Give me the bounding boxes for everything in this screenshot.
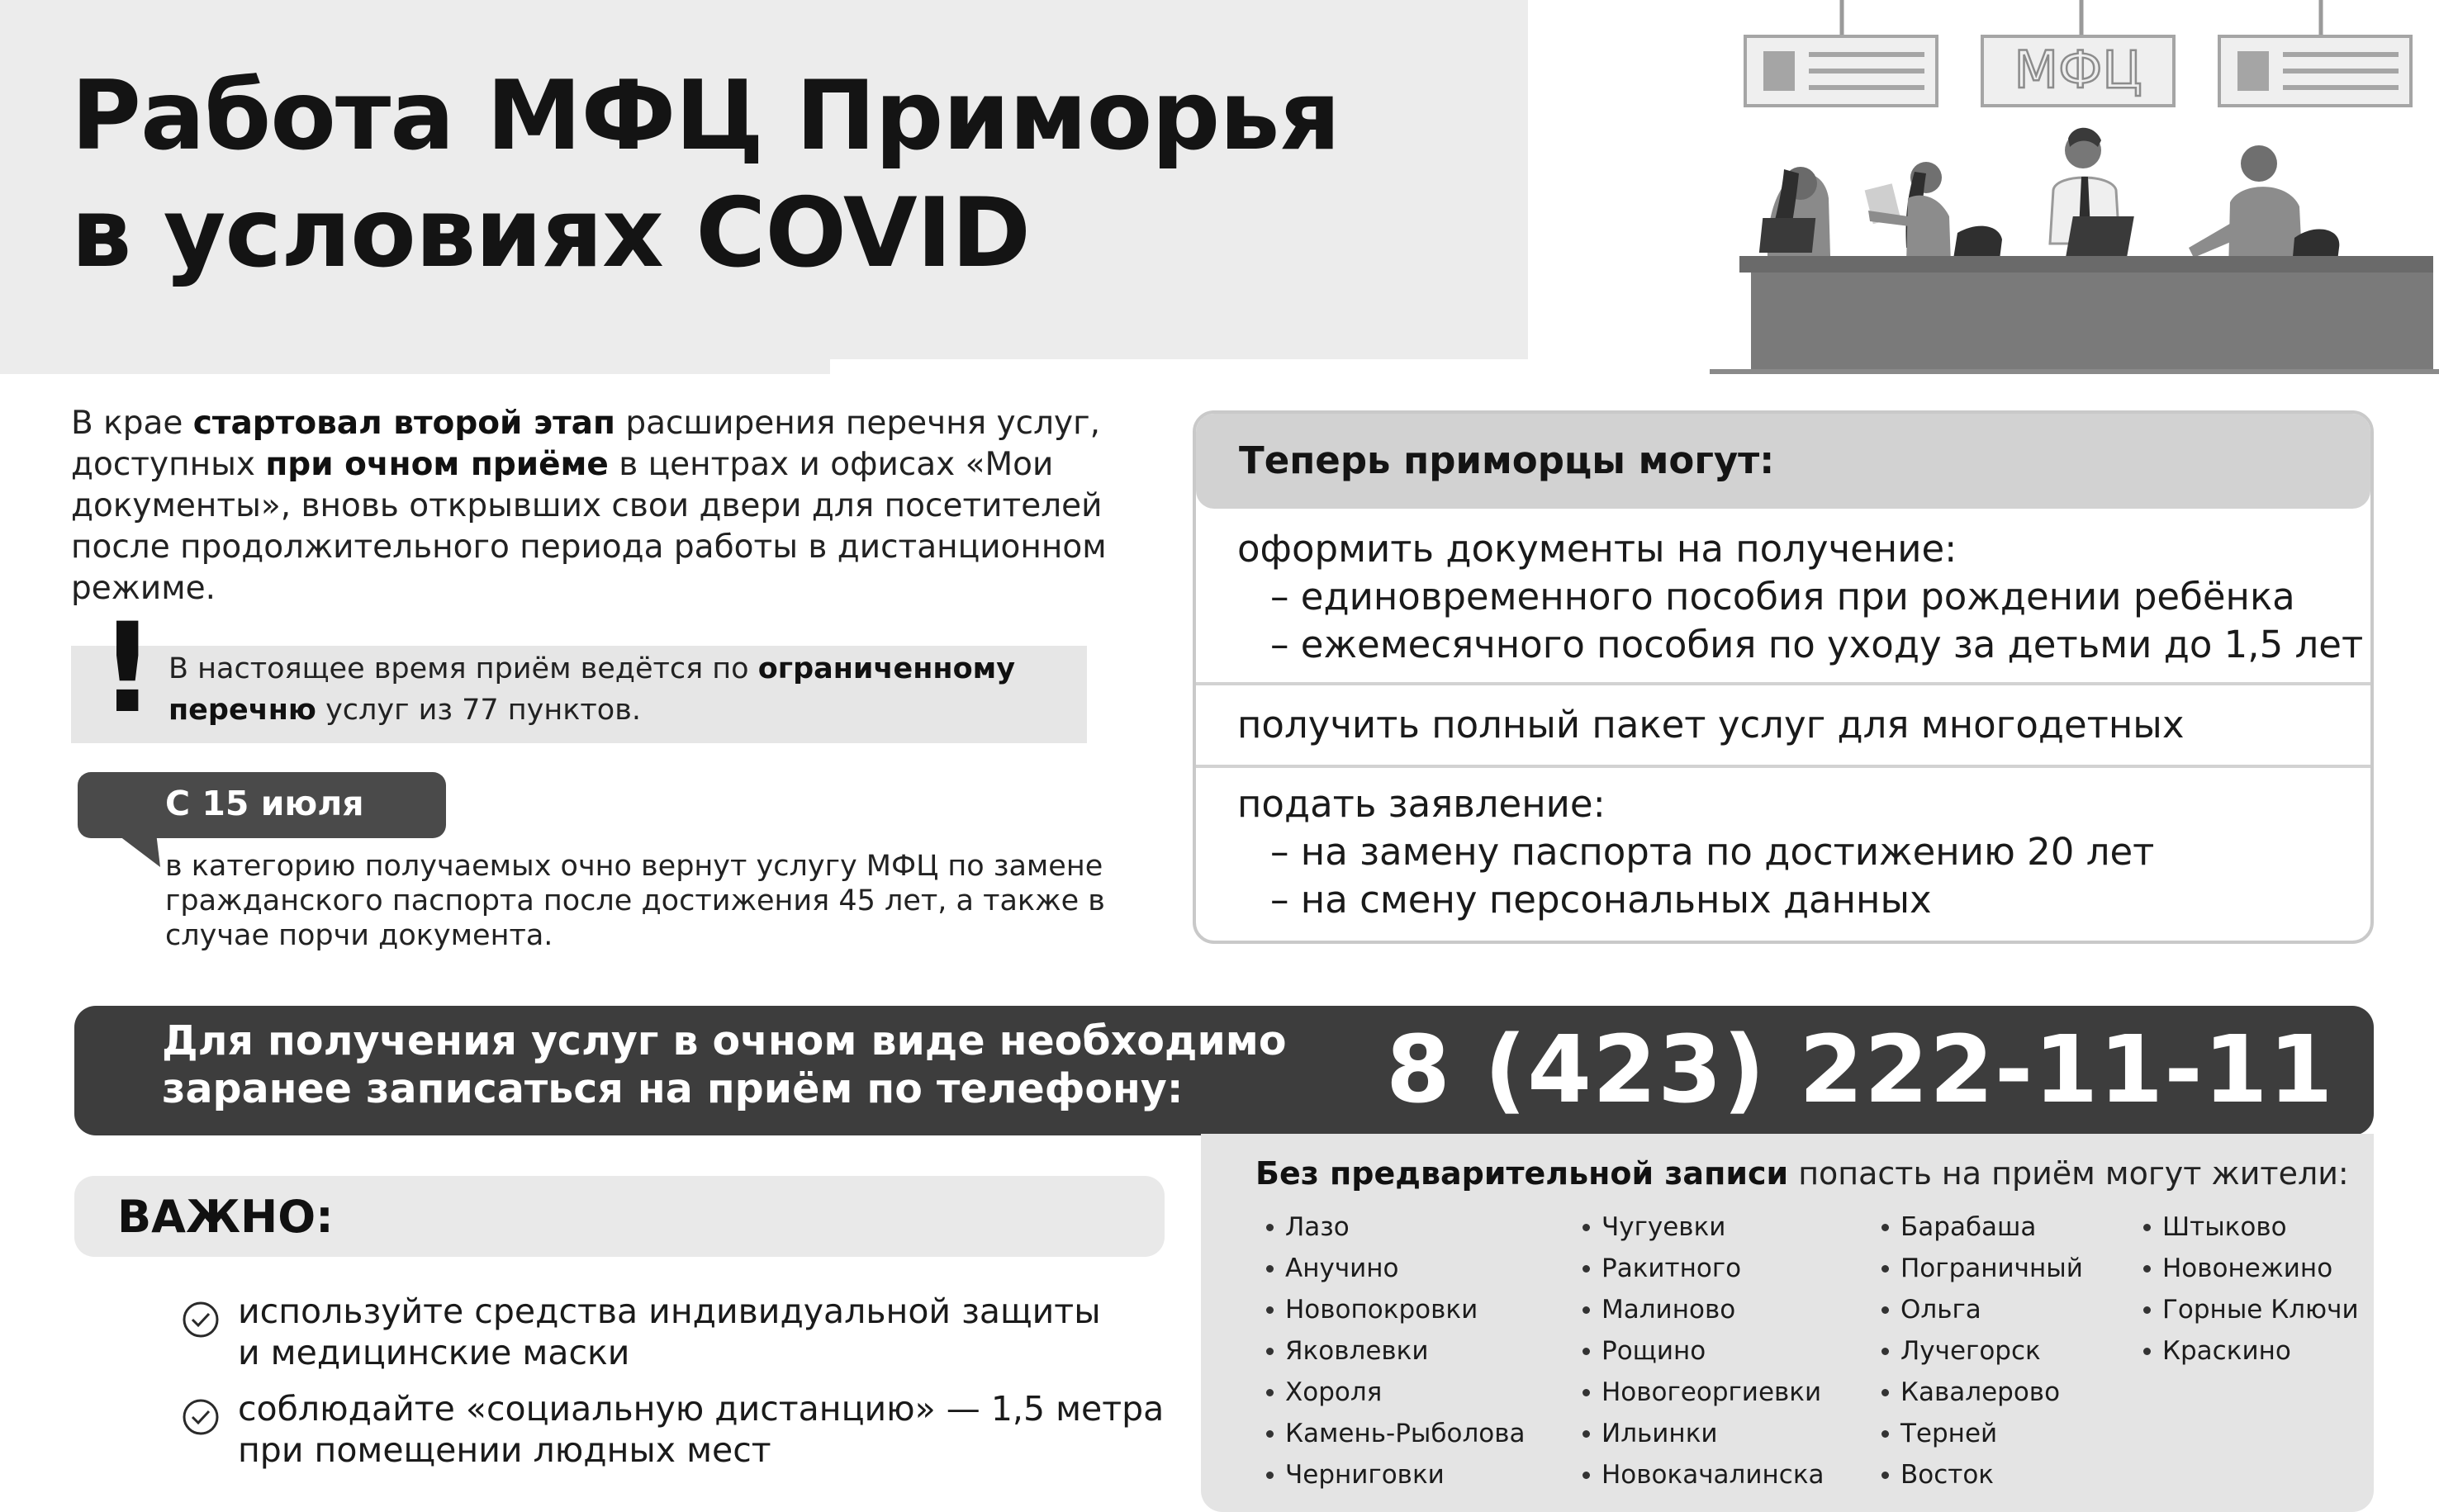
residents-title: [1255, 1153, 2362, 1194]
important-item-line: и медицинские маски: [238, 1333, 630, 1372]
resident-place: Лазо: [1264, 1206, 1526, 1248]
header-band-step: [0, 359, 830, 374]
residents-column-1: [1264, 1206, 1526, 1495]
resident-place: Ольга: [1879, 1289, 2083, 1330]
resident-place: Новокачалинска: [1580, 1454, 1825, 1495]
phone-caption-line-1: Для получения услуг в очном виде необходимо: [162, 1017, 1287, 1064]
july-text: в категорию получаемых очно вернут услугу МФЦ по замене гражданского паспорта после достижения 45 лет, а также в случае порчи документа.: [165, 850, 1105, 952]
residents-column-3: [1879, 1206, 2083, 1495]
services-item: – на смену персональных данных: [1270, 878, 1932, 922]
important-title: ВАЖНО:: [74, 1176, 1165, 1257]
resident-place: Новонежино: [2141, 1248, 2359, 1289]
mfc-office-illustration: [1660, 0, 2439, 376]
mfc-sign-label: МФЦ: [2014, 40, 2142, 100]
bubble-tail-icon: [89, 826, 164, 867]
notice-bold: ограниченному перечню: [168, 652, 1016, 727]
services-section-heading: подать заявление:: [1237, 782, 1606, 826]
important-item: [182, 1388, 1255, 1471]
services-panel-title: Теперь приморцы могут:: [1196, 414, 2370, 509]
resident-place: Ильинки: [1580, 1413, 1825, 1454]
resident-place: Краскино: [2141, 1330, 2359, 1372]
services-section-documents: [1196, 509, 2370, 682]
check-circle-icon: [182, 1301, 220, 1339]
july-label: С 15 июля: [165, 784, 364, 823]
resident-place: Чугуевки: [1580, 1206, 1825, 1248]
notice-text: [168, 648, 1077, 731]
info-board-right: [2219, 36, 2411, 106]
resident-place: Новогеоргиевки: [1580, 1372, 1825, 1413]
residents-column-2: [1580, 1206, 1825, 1495]
resident-place: Анучино: [1264, 1248, 1526, 1289]
check-circle-icon: [182, 1398, 220, 1436]
resident-place: Черниговки: [1264, 1454, 1526, 1495]
resident-place: Рощино: [1580, 1330, 1825, 1372]
services-item: – на замену паспорта по достижению 20 лет: [1270, 830, 2155, 874]
resident-place: Ракитного: [1580, 1248, 1825, 1289]
services-section-heading: оформить документы на получение:: [1237, 527, 1957, 571]
important-item-line: используйте средства индивидуальной защиты: [238, 1292, 1101, 1331]
residents-column-4: [2141, 1206, 2359, 1372]
resident-place: Малиново: [1580, 1289, 1825, 1330]
important-item-text: [238, 1291, 1101, 1373]
resident-place: Барабаша: [1879, 1206, 2083, 1248]
intro-part-2: расширения перечня услуг, доступных: [71, 405, 1100, 483]
exclamation-icon: !: [99, 597, 156, 741]
info-board-left: [1745, 36, 1937, 106]
intro-part-1: В крае: [71, 405, 193, 442]
services-section-application: [1196, 765, 2370, 938]
phone-caption-line-2: заранее записаться на приём по телефону:: [162, 1065, 1184, 1112]
resident-place: Хороля: [1264, 1372, 1526, 1413]
resident-place: Восток: [1879, 1454, 2083, 1495]
resident-place: Терней: [1879, 1413, 2083, 1454]
resident-place: Камень-Рыболова: [1264, 1413, 1526, 1454]
mfc-sign: [1982, 36, 2174, 106]
page-title: [71, 58, 1475, 292]
phone-number[interactable]: 8 (423) 222-11-11: [1386, 1017, 2334, 1124]
resident-place: Пограничный: [1879, 1248, 2083, 1289]
services-panel: [1193, 410, 2374, 944]
resident-place: Новопокровки: [1264, 1289, 1526, 1330]
resident-place: Лучегорск: [1879, 1330, 2083, 1372]
services-item: – единовременного пособия при рождении ребёнка: [1270, 575, 2295, 619]
resident-place: Кавалерово: [1879, 1372, 2083, 1413]
page-title-line-2: в условиях COVID: [71, 178, 1031, 289]
services-item: – ежемесячного пособия по уходу за детьми до 1,5 лет: [1270, 623, 2364, 666]
phone-caption: [162, 1017, 1401, 1113]
resident-place: Горные Ключи: [2141, 1289, 2359, 1330]
notice-part-2: услуг из 77 пунктов.: [316, 694, 641, 727]
services-section-large-families: [1196, 682, 2370, 765]
page-title-line-1: Работа МФЦ Приморья: [71, 60, 1341, 172]
important-item-line: при помещении людных мест: [238, 1430, 771, 1470]
residents-title-bold: Без предварительной записи: [1255, 1155, 1789, 1192]
intro-part-3: в центрах и офисах «Мои документы», вновь открывших свои двери для посетителей после продолжительного периода работы в дистанционном режиме.: [71, 446, 1107, 607]
resident-place: Яковлевки: [1264, 1330, 1526, 1372]
notice-part-1: В настоящее время приём ведётся по: [168, 652, 758, 685]
important-item-line: соблюдайте «социальную дистанцию» — 1,5 метра: [238, 1389, 1165, 1429]
important-item: [182, 1291, 1255, 1373]
intro-bold-1: стартовал второй этап: [192, 405, 615, 442]
residents-title-rest: попасть на приём могут жители:: [1788, 1155, 2349, 1192]
intro-text: [71, 403, 1194, 609]
services-section-heading: получить полный пакет услуг для многодетных: [1237, 703, 2185, 747]
intro-bold-2: при очном приёме: [265, 446, 609, 483]
counter-desk: [1710, 256, 2439, 372]
important-item-text: [238, 1388, 1164, 1471]
resident-place: Штыково: [2141, 1206, 2359, 1248]
